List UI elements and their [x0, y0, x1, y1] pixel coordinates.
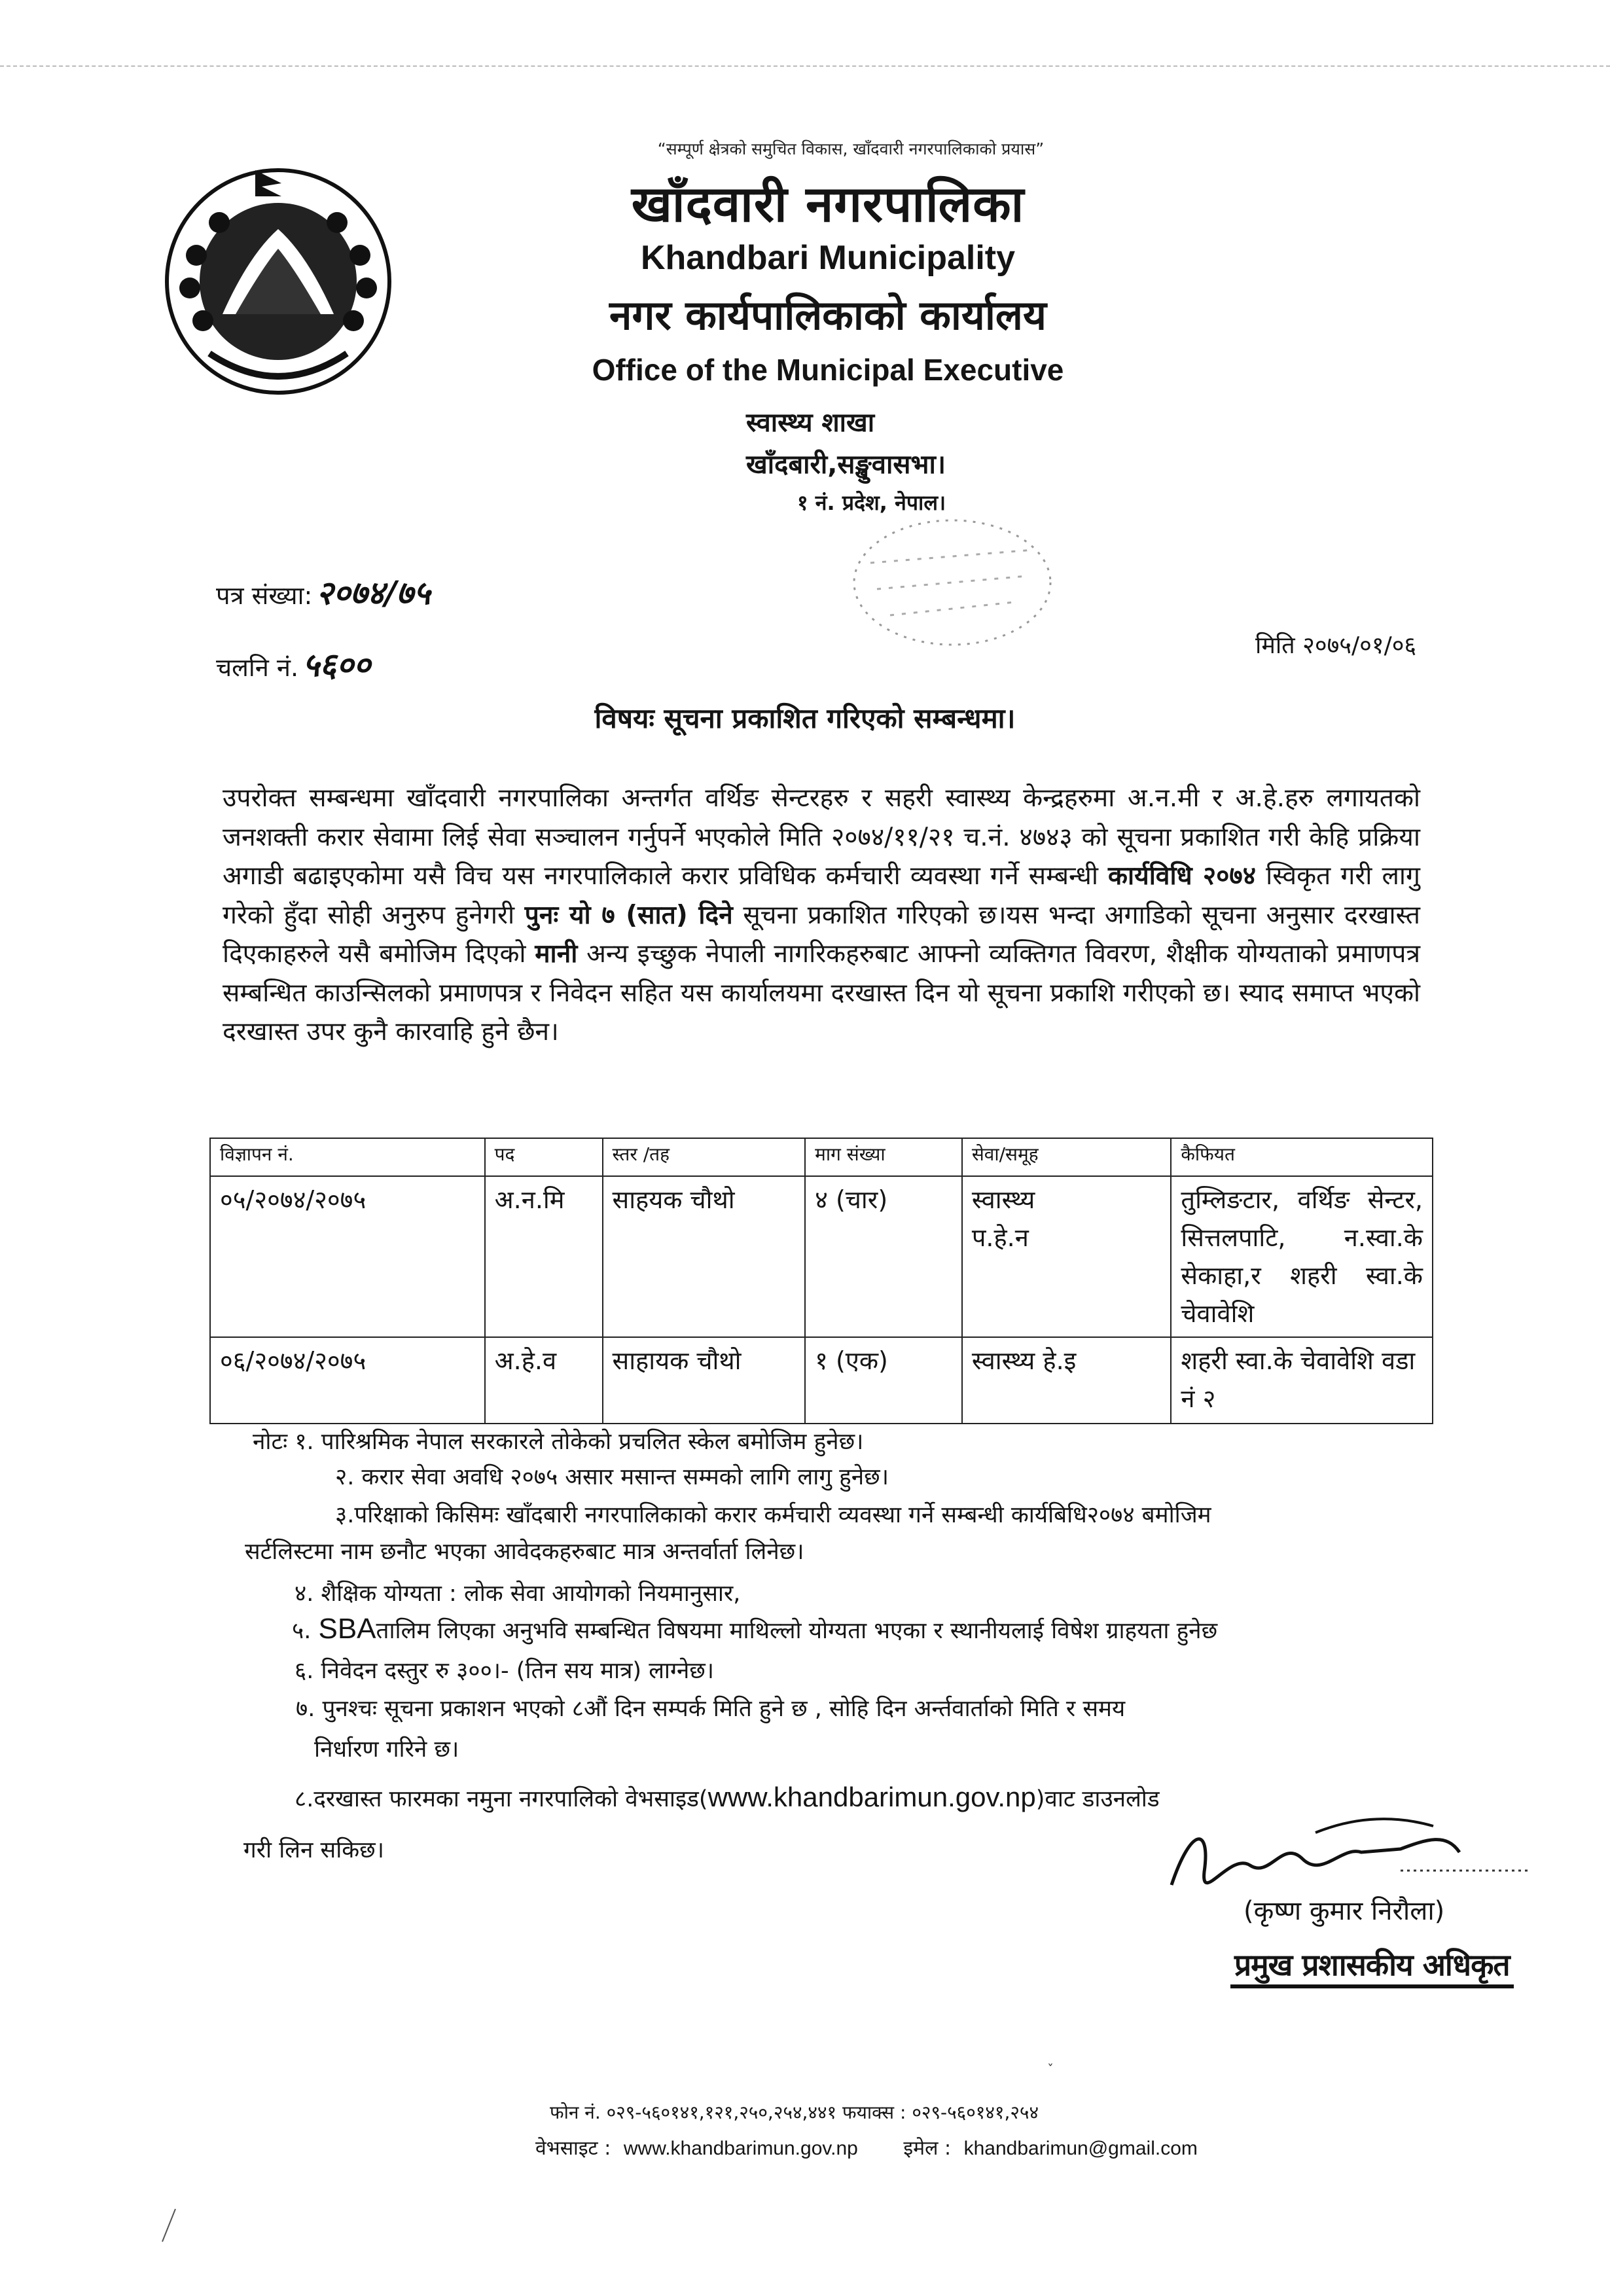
note-8-text: ८.दरखास्त फारमका नमुना नगरपालिको वेभसाइड( — [295, 1786, 708, 1812]
col-header-service: सेवा/समूह — [962, 1138, 1172, 1176]
website-label: वेभसाइट : — [535, 2137, 611, 2160]
body-bold-2: पुनः यो ७ (सात) दिने — [524, 900, 733, 930]
cell-post: अ.न.मि — [485, 1176, 603, 1337]
cell-count: ४ (चार) — [805, 1176, 962, 1337]
table-row — [210, 1337, 1433, 1424]
col-header-count: माग संख्या — [805, 1138, 962, 1176]
service-group: स्वास्थ्य — [971, 1185, 1035, 1214]
col-header-level: स्तर /तह — [603, 1138, 806, 1176]
branch-name: स्वास्थ्य शाखा — [746, 408, 875, 438]
cell-remarks: शहरी स्वा.के चेवावेशि वडा नं २ — [1171, 1337, 1433, 1424]
footer-email-link[interactable]: khandbarimun@gmail.com — [963, 2138, 1198, 2159]
email-label: इमेल : — [903, 2137, 952, 2160]
col-header-remarks: कैफियत — [1171, 1138, 1433, 1176]
letter-date: मिति २०७५/०१/०६ — [1255, 632, 1417, 659]
dispatch-number — [216, 641, 370, 686]
designation-text: प्रमुख प्रशासकीय अधिकृत — [1230, 1944, 1514, 1988]
cell-ad-no: ०६/२०७४/२०७५ — [210, 1337, 485, 1424]
col-header-post: पद — [485, 1138, 603, 1176]
signer-name: (कृष्ण कुमार निरौला) — [1243, 1896, 1445, 1926]
notice-body — [223, 779, 1420, 1052]
cell-post: अ.हे.व — [485, 1337, 603, 1424]
note-5-text: तालिम लिएका अनुभवि सम्बन्धित विषयमा माथिल्लो योग्यता भएका र स्थानीयलाई विषेश ग्राहयता हुनेछ — [376, 1618, 1218, 1644]
cell-level: साहायक चौथो — [603, 1337, 806, 1424]
note-3-continued: सर्टलिस्टमा नाम छनौट भएका आवेदकहरुबाट मात्र अन्तर्वार्ता लिनेछ। — [245, 1539, 804, 1565]
cell-service — [962, 1337, 1172, 1424]
municipality-name-nepali: खाँदवारी नगरपालिका — [631, 175, 1025, 233]
letter-number — [216, 569, 431, 614]
body-part-2: स्विकृत गरी लागु गरेको हुँदा सोही अनुरुप हुनेगरी — [223, 861, 1420, 930]
designation-stamp — [1230, 1944, 1514, 1988]
cell-remarks: तुम्लिङटार, वर्थिङ सेन्टर, सित्तलपाटि, न.स्वा.के सेकाहा,र शहरी स्वा.के चेवावेशि — [1171, 1176, 1433, 1337]
note-8-continued: गरी लिन सकिछ। — [243, 1837, 384, 1863]
note-8 — [295, 1782, 1160, 1814]
note-7-continued: निर्धारण गरिने छ। — [314, 1736, 459, 1763]
body-part-4: अन्य इच्छुक नेपाली नागरिकहरुबाट आफ्नो व्यक्तिगत विवरण, शैक्षीक योग्यताको प्रमाणपत्र सम्बन्धित काउन्सिलको प्रमाणपत्र र निवेदन सहित यस कार्यालयमा दरखास्त दिन यो सूचना प्रकाशि गरीएको छ। स्याद समाप्त भएको दरखास्त उपर कुनै कारवाहि हुने छैन। — [223, 939, 1420, 1047]
footer-contact — [535, 2134, 1386, 2161]
footer-phone: फोन नं. ०२९-५६०१४१,१२१,२५०,२५४,४४१ फयाक्स : ०२९-५६०१४१,२५४ — [550, 2102, 1039, 2123]
vacancy-table — [209, 1138, 1433, 1424]
letter-number-value: २०७४/७५ — [316, 573, 431, 612]
subject-line: विषयः सूचना प्रकाशित गरिएको सम्बन्धमा। — [594, 702, 1016, 734]
footer-website-link[interactable]: www.khandbarimun.gov.np — [623, 2138, 858, 2159]
note-5-number: ५. — [292, 1618, 312, 1644]
note-2: २. करार सेवा अवधि २०७५ असार मसान्त सम्मको लागि लागु हुनेछ। — [335, 1464, 889, 1490]
pen-mark-icon — [156, 2206, 182, 2245]
motto: “सम्पूर्ण क्षेत्रको समुचित विकास, खाँदवारी नगरपालिकाको प्रयास” — [657, 139, 1045, 158]
body-bold-1: कार्यविधि २०७४ — [1108, 861, 1256, 891]
note-1: नोटः १. पारिश्रमिक नेपाल सरकारले तोकेको प्रचलित स्केल बमोजिम हुनेछ। — [253, 1429, 864, 1455]
col-header-ad-no: विज्ञापन नं. — [210, 1138, 485, 1176]
website-link[interactable]: www.khandbarimun.gov.np — [707, 1782, 1036, 1812]
address: खाँदबारी,सङ्खुवासभा। — [746, 450, 946, 480]
cell-level: साहयक चौथो — [603, 1176, 806, 1337]
note-5-sba: SBA — [318, 1613, 376, 1645]
note-7: ७. पुनश्चः सूचना प्रकाशन भएको ८औं दिन सम्पर्क मिति हुने छ , सोहि दिन अर्न्तवार्ताको मिति र समय — [296, 1696, 1126, 1722]
cell-service — [962, 1176, 1172, 1337]
service-subgroup: प.हे.न — [971, 1223, 1029, 1252]
note-6: ६. निवेदन दस्तुर रु ३००।- (तिन सय मात्र) लाग्नेछ। — [295, 1658, 715, 1684]
table-header-row — [210, 1138, 1433, 1176]
municipality-name-english: Khandbari Municipality — [640, 239, 1016, 277]
office-name-nepali: नगर कार्यपालिकाको कार्यालय — [609, 291, 1046, 339]
body-part-3: सूचना प्रकाशित गरिएको छ।यस भन्दा अगाडिको सूचना अनुसार दरखास्त दिएकाहरुले यसै बमोजिम दिएको — [223, 900, 1421, 969]
cell-count: १ (एक) — [805, 1337, 962, 1424]
scan-mark: ˇ — [1047, 2062, 1054, 2077]
dispatch-number-value: ५६०० — [302, 645, 371, 684]
note-4: ४. शैक्षिक योग्यता : लोक सेवा आयोगको नियमानुसार, — [295, 1581, 741, 1607]
nepal-emblem-icon — [157, 157, 399, 399]
body-part-1: उपरोक्त सम्बन्धमा खाँदवारी नगरपालिका अन्तर्गत वर्थिङ सेन्टरहरु र सहरी स्वास्थ्य केन्द्रहरुमा अ.न.मी र अ.हे.हरु लगायतको जनशक्ती करार सेवामा लिई सेवा सञ्चालन गर्नुपर्ने भएकोले मिति २०७४/११/२१ च.नं. ४७४३ को सूचना प्रकाशित गरी केहि प्रक्रिया अगाडी बढाइएकोमा यसै विच यस नगरपालिकाले करार प्रविधिक कर्मचारी व्यवस्था गर्ने सम्बन्धी — [223, 783, 1420, 891]
table-row — [210, 1176, 1433, 1337]
office-name-english: Office of the Municipal Executive — [592, 353, 1064, 387]
cell-ad-no: ०५/२०७४/२०७५ — [210, 1176, 485, 1337]
province: १ नं. प्रदेश, नेपाल। — [797, 490, 946, 515]
note-8-suffix: )वाट डाउनलोड — [1035, 1786, 1160, 1812]
body-bold-3: मानी — [535, 939, 578, 969]
note-3: ३.परिक्षाको किसिमः खाँदबारी नगरपालिकाको करार कर्मचारी व्यवस्था गर्ने सम्बन्धी कार्यबिधि२०७४ बमोजिम — [335, 1502, 1211, 1528]
note-5 — [292, 1613, 1217, 1645]
letter-number-label: पत्र संख्या: — [216, 581, 313, 610]
dispatch-number-label: चलनि नं. — [216, 653, 299, 682]
service-group: स्वास्थ्य हे.इ — [971, 1346, 1077, 1375]
faint-stamp-icon — [844, 504, 1060, 661]
scan-edge-line — [0, 65, 1610, 67]
